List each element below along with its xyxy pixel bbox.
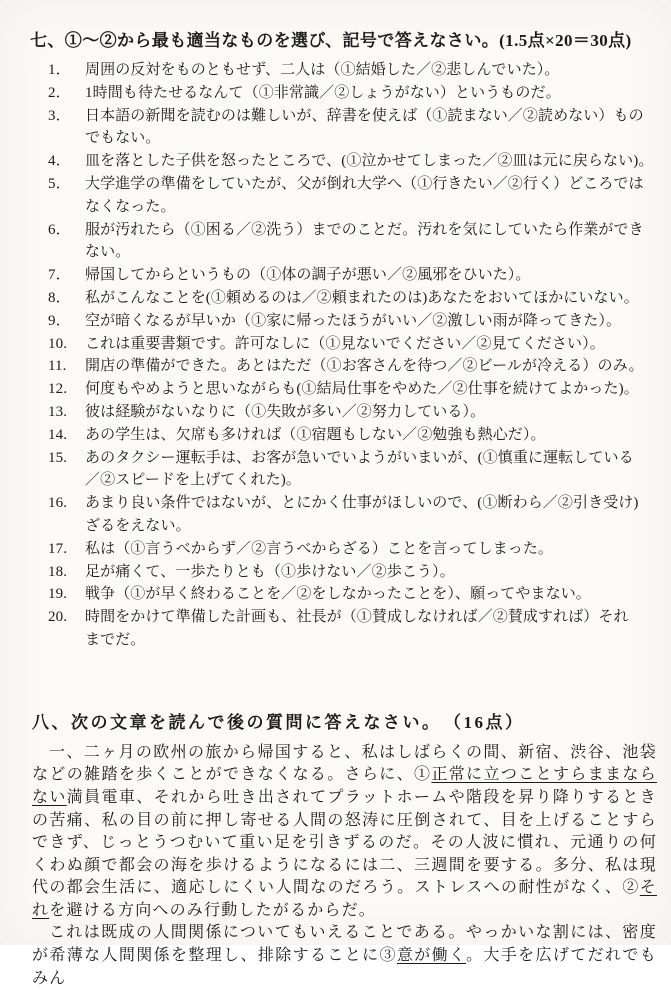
question-line — [0, 538, 671, 561]
question-text: 皿を落とした子供を怒ったところで、(①泣かせてしまった／②皿は元に戻らない)。 — [85, 153, 654, 170]
question-number: 12. — [48, 381, 68, 398]
question-number: 9． — [48, 312, 71, 329]
question-number: 17. — [48, 540, 68, 557]
question-text: 周囲の反対をものともせず、二人は（①結婚した／②悲しんでいた）。 — [85, 62, 560, 78]
question-line — [0, 492, 671, 515]
question-number: 10. — [48, 335, 68, 352]
question-text: これは重要書類です。許可なしに（①見ないでください／②見てください）。 — [85, 335, 605, 352]
question-line — [0, 424, 671, 447]
question-line — [0, 173, 671, 196]
question-text: 空が暗くなるが早いか（①家に帰ったほうがいい／②激しい雨が降ってきた）。 — [85, 312, 622, 329]
passage-text: 一、二ヶ月の欧州の旅から帰国すると、私はしばらくの間、新宿、渋谷、池袋などの雑踏を歩くことができなくなる。さらに、① — [32, 743, 657, 784]
question-number: 8． — [48, 289, 71, 306]
question-text: 1時間も待たせるなんて（①非常識／②しょうがない）というものだ。 — [85, 84, 561, 101]
question-line — [0, 561, 671, 584]
question-line — [0, 355, 671, 378]
question-text: 何度もやめようと思いながらも(①結局仕事をやめた／②仕事を続けてよかった)。 — [85, 381, 639, 398]
passage-text: 満員電車、それから吐き出されてプラットホームや階段を昇り降りするときの苦痛、私の目の前に押し寄せる人間の怒涛に圧倒されて、目を上げることすらできず、じっとうつむいて重い足を引きずるのだ。その人波に慣れ、元通りの何くわぬ顔で都会の海を歩けるようになるには二、三週間を要する。多分、私は現代の都会生活に、適応しにくい人間なのだろう。ストレスへの耐性がなく、② — [32, 788, 657, 897]
question-text: 足が痛くて、一歩たりとも（①歩けない／②歩こう）。 — [85, 563, 455, 580]
question-text: ざるをえない。 — [85, 517, 191, 534]
question-number: 7． — [48, 267, 71, 284]
question-text: あのタクシー運転手は、お客が急いでいようがいまいが、(①慎重に運転している — [85, 449, 634, 466]
question-text: までだ。 — [85, 631, 146, 648]
question-number: 5． — [48, 175, 71, 192]
question-number: 11. — [48, 358, 67, 375]
question-line — [0, 378, 671, 401]
question-line — [0, 287, 671, 310]
question-text: 開店の準備ができた。あとはただ（①お客さんを待つ／②ビールが冷える）のみ。 — [85, 358, 644, 375]
question-number: 20. — [48, 609, 68, 626]
question-line — [0, 264, 671, 287]
question-text: 私は（①言うべからず／②言うべからざる）ことを言ってしまった。 — [85, 540, 554, 557]
question-text: なくなった。 — [85, 198, 176, 215]
question-line — [0, 583, 671, 606]
question-text: 戦争（①が早く終わることを／②をしなかったことを）、願ってやまない。 — [85, 586, 591, 603]
question-text: 日本語の新聞を読むのは難しいが、辞書を使えば（①読まない／②読めない）もの — [85, 107, 644, 124]
question-line-continuation — [0, 469, 671, 492]
question-line — [0, 333, 671, 356]
question-text: あまり良い条件ではないが、とにかく仕事がほしいので、(①断わら／②引き受け) — [85, 495, 639, 512]
passage-underlined-text: 正常に立つことすらままならない — [32, 766, 657, 806]
passage-underlined-text: それ — [32, 879, 657, 919]
question-line-continuation — [0, 629, 671, 652]
question-number: 2． — [48, 84, 71, 101]
passage-underlined-text: 意が働く — [396, 947, 467, 965]
question-number: 13. — [48, 403, 68, 420]
question-text: ない。 — [85, 244, 131, 261]
question-number: 3． — [48, 107, 71, 124]
question-number: 16. — [48, 495, 68, 512]
passage-text: これは既成の人間関係についてもいえることである。やっかいな割には、密度が希薄な人間関係を整理し、排除することに③ — [32, 924, 657, 965]
question-line — [0, 59, 671, 82]
question-line — [0, 105, 671, 128]
question-line — [0, 447, 671, 470]
question-line-continuation — [0, 196, 671, 219]
question-number: 18. — [48, 563, 68, 580]
passage-text: を避ける方向へのみ行動したがるからだ。 — [49, 901, 377, 919]
question-number: 6． — [48, 221, 71, 238]
question-text: ／②スピードを上げてくれた)。 — [85, 472, 301, 489]
question-text: 私がこんなことを(①頼めるのは／②頼まれたのは)あなたをおいてほかにいない。 — [85, 289, 639, 306]
question-line — [0, 219, 671, 242]
passage-paragraph — [32, 742, 657, 923]
question-line — [0, 606, 671, 629]
question-text: あの学生は、欠席も多ければ（①宿題もしない／②勉強も熱心だ）。 — [85, 426, 546, 443]
question-text: 彼は経験がないなりに（①失敗が多い／②努力している）。 — [85, 403, 486, 420]
reading-passage — [32, 742, 657, 990]
question-list — [0, 59, 671, 652]
section-7-grammar-choice — [0, 26, 671, 652]
question-line — [0, 310, 671, 333]
passage-paragraph — [32, 922, 657, 990]
question-line — [0, 401, 671, 424]
passage-text: 。大手を広げてだれでもみん — [32, 947, 658, 987]
question-line — [0, 82, 671, 105]
section7-heading: 七、①～②から最も適当なものを選び、記号で答えなさい。(1.5点×20＝30点) — [30, 31, 632, 50]
question-line-continuation — [0, 127, 671, 150]
question-line-continuation — [0, 241, 671, 264]
question-number: 19. — [48, 586, 68, 603]
section8-heading: 八、次の文章を読んで後の質問に答えなさい。 （16点） — [32, 712, 525, 732]
section-8-reading — [0, 708, 671, 990]
question-number: 14. — [48, 426, 68, 443]
question-number: 4． — [48, 153, 71, 170]
question-text: 帰国してからというもの（①体の調子が悪い／②風邪をひいた）。 — [85, 267, 531, 284]
question-number: 15. — [48, 449, 68, 466]
question-text: 大学進学の準備をしていたが、父が倒れ大学へ（①行きたい／②行く）どころでは — [85, 175, 644, 192]
question-text: でもない。 — [85, 130, 161, 147]
question-line — [0, 150, 671, 173]
question-text: 服が汚れたら（①困る／②洗う）までのことだ。汚れを気にしていたら作業ができ — [85, 221, 644, 238]
question-number: 1． — [48, 62, 71, 78]
question-line-continuation — [0, 515, 671, 538]
question-text: 時間をかけて準備した計画も、社長が（①賛成しなければ／②賛成すれば）それ — [85, 609, 629, 626]
